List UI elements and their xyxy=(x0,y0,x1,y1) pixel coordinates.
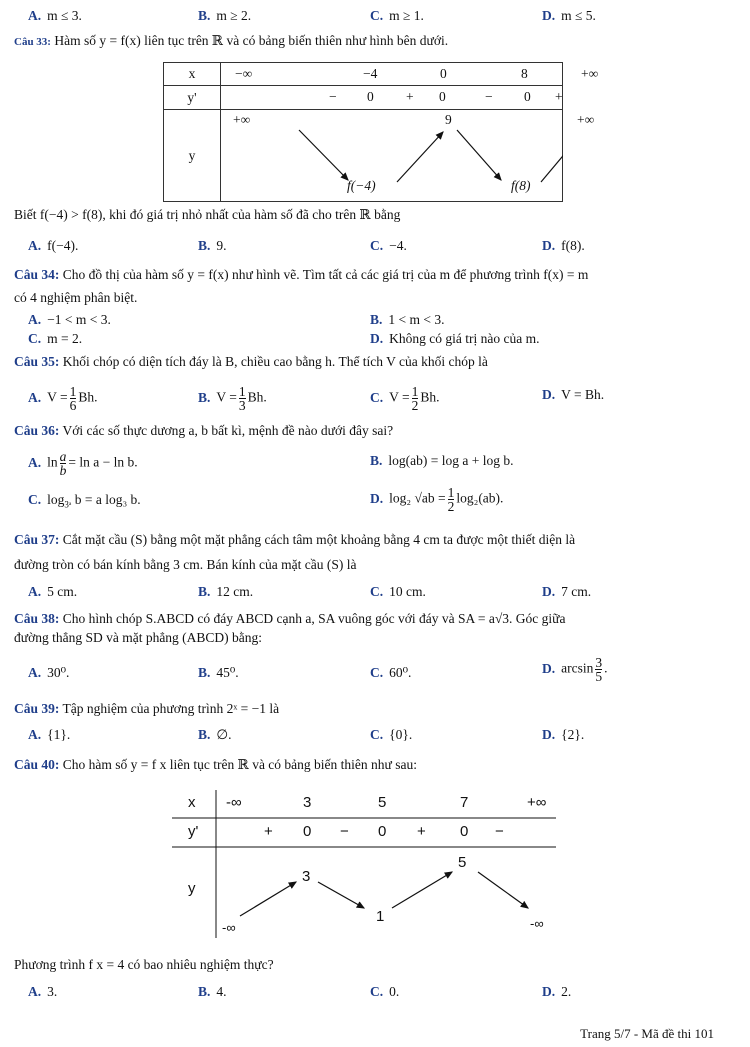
q40-y-val: 1 xyxy=(376,908,385,925)
q37-stem-cont: đường tròn có bán kính bằng 3 cm. Bán kính của mặt cầu (S) là xyxy=(14,557,357,572)
q39-option-c: C. {0}. xyxy=(370,727,413,742)
q36-option-a: A. ln $\frac{a}{b}$ = ln a − ln b. xyxy=(28,449,138,478)
q36-option-d: D. log₂ √ab = $\frac{1}{2}$ log₂(ab). xyxy=(370,485,504,514)
q33-y-val: f(8) xyxy=(511,178,531,193)
q40-x-label: x xyxy=(188,794,196,811)
q37-option-b: B. 12 cm. xyxy=(198,584,254,599)
q32-option-c: C. m ≥ 1. xyxy=(370,8,424,23)
q40-yp-label: y' xyxy=(188,823,199,840)
q33-variation-table xyxy=(163,62,599,202)
q36-stem: Câu 36: Với các số thực dương a, b bất kì, mệnh đề nào dưới đây sai? xyxy=(14,423,394,438)
q38-option-b: B. 45⁰. xyxy=(198,665,239,680)
q33-yp-val: − xyxy=(329,89,337,104)
q40-x-val: +∞ xyxy=(527,794,547,811)
q33-option-d: D. f(8). xyxy=(542,238,585,253)
q38-option-a: A. 30⁰. xyxy=(28,665,70,680)
q34-option-c: C. m = 2. xyxy=(28,331,83,346)
q35-stem: Câu 35: Khối chóp có diện tích đáy là B, chiều cao bằng h. Thể tích V của khối chóp là xyxy=(14,354,488,369)
q40-y-val: 5 xyxy=(458,854,467,871)
q33-x-val: 8 xyxy=(521,66,528,81)
q33-condition: Biết f(−4) > f(8), khi đó giá trị nhỏ nhất của hàm số đã cho trên ℝ bằng xyxy=(14,207,401,222)
q33-stem: Câu 33: Hàm số y = f(x) liên tục trên ℝ và có bảng biến thiên như hình bên dưới. xyxy=(14,33,449,48)
q40-yp-val: + xyxy=(417,823,426,840)
q34-option-b: B. 1 < m < 3. xyxy=(370,312,445,327)
q33-x-val: 0 xyxy=(440,66,447,81)
q40-y-label: y xyxy=(188,880,196,897)
q40-option-d: D. 2. xyxy=(542,984,572,999)
q32-option-d: D. m ≤ 5. xyxy=(542,8,596,23)
q33-y-label: y xyxy=(164,110,221,202)
q40-x-val: 3 xyxy=(303,794,312,811)
q40-yp-val: 0 xyxy=(460,823,469,840)
q35-option-b: B. V = $\frac{1}{3}$ Bh. xyxy=(198,384,267,413)
q33-yp-val: 0 xyxy=(439,89,446,104)
q39-option-a: A. {1}. xyxy=(28,727,71,742)
q33-x-label: x xyxy=(164,63,221,86)
q33-yp-label: y' xyxy=(164,86,221,110)
q35-option-c: C. V = $\frac{1}{2}$ Bh. xyxy=(370,384,440,413)
q38-stem-cont: đường thẳng SD và mặt phẳng (ABCD) bằng: xyxy=(14,630,263,645)
q40-yp-val: + xyxy=(264,823,273,840)
q34-stem: Câu 34: Cho đồ thị của hàm số y = f(x) như hình vẽ. Tìm tất cả các giá trị của m để phương trình f(x) = m xyxy=(14,267,589,282)
q34-option-d: D. Không có giá trị nào của m. xyxy=(370,331,540,346)
q40-y-val: -∞ xyxy=(530,916,544,931)
q39-option-b: B. ∅. xyxy=(198,727,232,742)
q33-yp-val: + xyxy=(406,89,414,104)
q39-stem: Câu 39: Tập nghiệm của phương trình 2ˣ = −1 là xyxy=(14,701,280,716)
q33-y-val: +∞ xyxy=(577,112,595,127)
q40-x-val: 7 xyxy=(460,794,469,811)
q38-stem: Câu 38: Cho hình chóp S.ABCD có đáy ABCD cạnh a, SA vuông góc với đáy và SA = a√3. Góc giữa xyxy=(14,611,566,626)
q37-option-c: C. 10 cm. xyxy=(370,584,426,599)
q33-yp-val: − xyxy=(485,89,493,104)
q40-question: Phương trình f x = 4 có bao nhiêu nghiệm thực? xyxy=(14,957,274,972)
q40-variation-table xyxy=(172,790,556,938)
q33-option-b: B. 9. xyxy=(198,238,227,253)
q34-option-a: A. −1 < m < 3. xyxy=(28,312,111,327)
q40-table-lines xyxy=(172,790,556,938)
q37-option-d: D. 7 cm. xyxy=(542,584,592,599)
q33-y-val: 9 xyxy=(445,112,452,127)
q39-option-d: D. {2}. xyxy=(542,727,585,742)
q40-y-val: -∞ xyxy=(222,920,236,935)
q33-y-val: f(−4) xyxy=(347,178,376,193)
q35-option-a: A. V = $\frac{1}{6}$ Bh. xyxy=(28,384,98,413)
q33-option-a: A. f(−4). xyxy=(28,238,79,253)
q38-option-c: C. 60⁰. xyxy=(370,665,412,680)
q40-option-a: A. 3. xyxy=(28,984,58,999)
q40-x-val: 5 xyxy=(378,794,387,811)
q32-option-a: A. m ≤ 3. xyxy=(28,8,82,23)
q33-yp-val: 0 xyxy=(367,89,374,104)
page-footer: Trang 5/7 - Mã đề thi 101 xyxy=(580,1026,714,1041)
q35-option-d: D. V = Bh. xyxy=(542,387,605,402)
q33-yp-val: + xyxy=(555,89,563,104)
q40-yp-val: − xyxy=(495,823,504,840)
q40-option-b: B. 4. xyxy=(198,984,227,999)
q40-y-val: 3 xyxy=(302,868,311,885)
q33-x-val: −∞ xyxy=(235,66,253,81)
q40-yp-val: 0 xyxy=(303,823,312,840)
q40-yp-val: − xyxy=(340,823,349,840)
q40-yp-val: 0 xyxy=(378,823,387,840)
q36-option-c: C. $\log_{3ᵃ} b = a$ log₃ b. xyxy=(28,492,141,510)
q34-stem-cont: có 4 nghiệm phân biệt. xyxy=(14,290,138,305)
q33-x-val: +∞ xyxy=(581,66,599,81)
q33-option-c: C. −4. xyxy=(370,238,407,253)
q33-x-val: −4 xyxy=(363,66,378,81)
q38-option-d: D. arcsin $\frac{3}{5}$ . xyxy=(542,655,608,684)
q37-stem: Câu 37: Cắt mặt cầu (S) bằng một mặt phẳng cách tâm một khoảng bằng 4 cm ta được một thiết diện là xyxy=(14,532,576,547)
q37-option-a: A. 5 cm. xyxy=(28,584,78,599)
q40-option-c: C. 0. xyxy=(370,984,400,999)
q33-y-val: +∞ xyxy=(233,112,251,127)
q36-option-b: B. log(ab) = log a + log b. xyxy=(370,453,514,468)
q33-yp-val: 0 xyxy=(524,89,531,104)
q40-x-val: -∞ xyxy=(226,794,242,811)
q40-stem: Câu 40: Cho hàm số y = f x liên tục trên ℝ và có bảng biến thiên như sau: xyxy=(14,757,417,772)
q32-option-b: B. m ≥ 2. xyxy=(198,8,252,23)
